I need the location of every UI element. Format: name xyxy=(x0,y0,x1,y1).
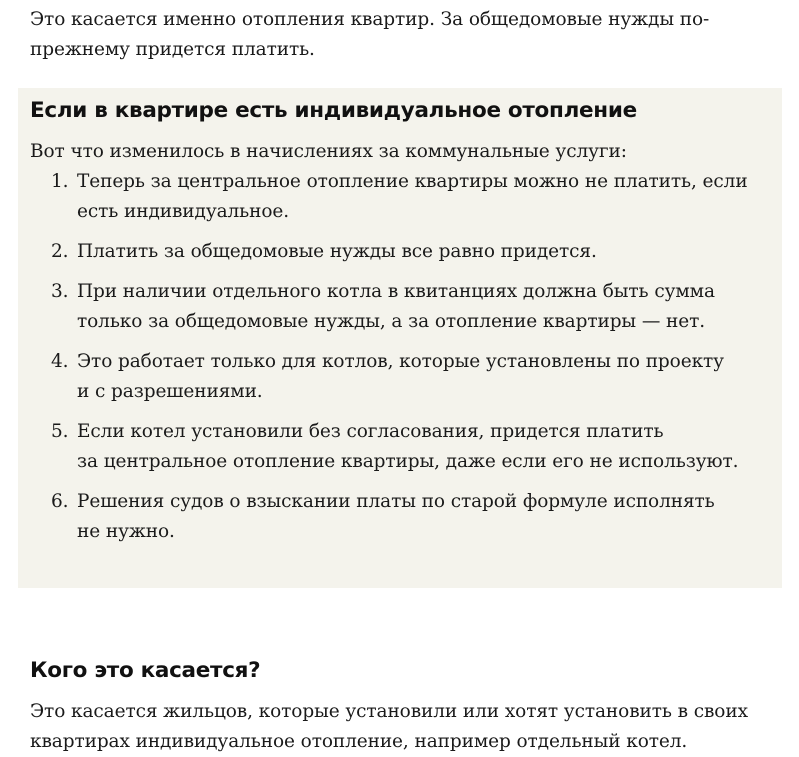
intro-line: прежнему придется платить. xyxy=(30,39,315,60)
section-line: квартирах индивидуальное отопление, например отдельный котел. xyxy=(30,731,688,752)
intro-line: Это касается именно отопления квартир. За общедомовые нужды по- xyxy=(30,9,710,30)
list-item xyxy=(30,167,770,227)
list-item xyxy=(30,347,770,407)
list-item-line: за центральное отопление квартиры, даже если его не используют. xyxy=(77,451,739,472)
list-item-number: 3. xyxy=(51,281,69,302)
list-item-line: Решения судов о взыскании платы по старой формуле исполнять xyxy=(77,491,715,512)
info-panel xyxy=(18,88,782,588)
panel-lead: Вот что изменилось в начислениях за коммунальные услуги: xyxy=(30,141,627,162)
list-item xyxy=(30,417,770,477)
list-item-line: не нужно. xyxy=(77,521,175,542)
panel-title: Если в квартире есть индивидуальное отопление xyxy=(30,98,637,123)
section-line: Это касается жильцов, которые установили или хотят установить в своих xyxy=(30,701,748,722)
list-item-line: Платить за общедомовые нужды все равно придется. xyxy=(77,241,597,262)
list-item-line: Если котел установили без согласования, придется платить xyxy=(77,421,664,442)
section-paragraph xyxy=(30,697,770,757)
list-item-number: 2. xyxy=(51,241,69,262)
list-item-number: 1. xyxy=(51,171,69,192)
list-item-line: только за общедомовые нужды, а за отопление квартиры — нет. xyxy=(77,311,706,332)
changes-list xyxy=(30,167,770,557)
intro-paragraph xyxy=(30,5,750,65)
list-item-line: Теперь за центральное отопление квартиры можно не платить, если xyxy=(77,171,748,192)
list-item xyxy=(30,277,770,337)
list-item-number: 6. xyxy=(51,491,69,512)
list-item-number: 5. xyxy=(51,421,69,442)
list-item xyxy=(30,237,770,267)
list-item-number: 4. xyxy=(51,351,69,372)
list-item xyxy=(30,487,770,547)
section-title: Кого это касается? xyxy=(30,658,261,683)
list-item-line: При наличии отдельного котла в квитанциях должна быть сумма xyxy=(77,281,715,302)
list-item-line: и с разрешениями. xyxy=(77,381,263,402)
list-item-line: Это работает только для котлов, которые установлены по проекту xyxy=(77,351,724,372)
list-item-line: есть индивидуальное. xyxy=(77,201,290,222)
